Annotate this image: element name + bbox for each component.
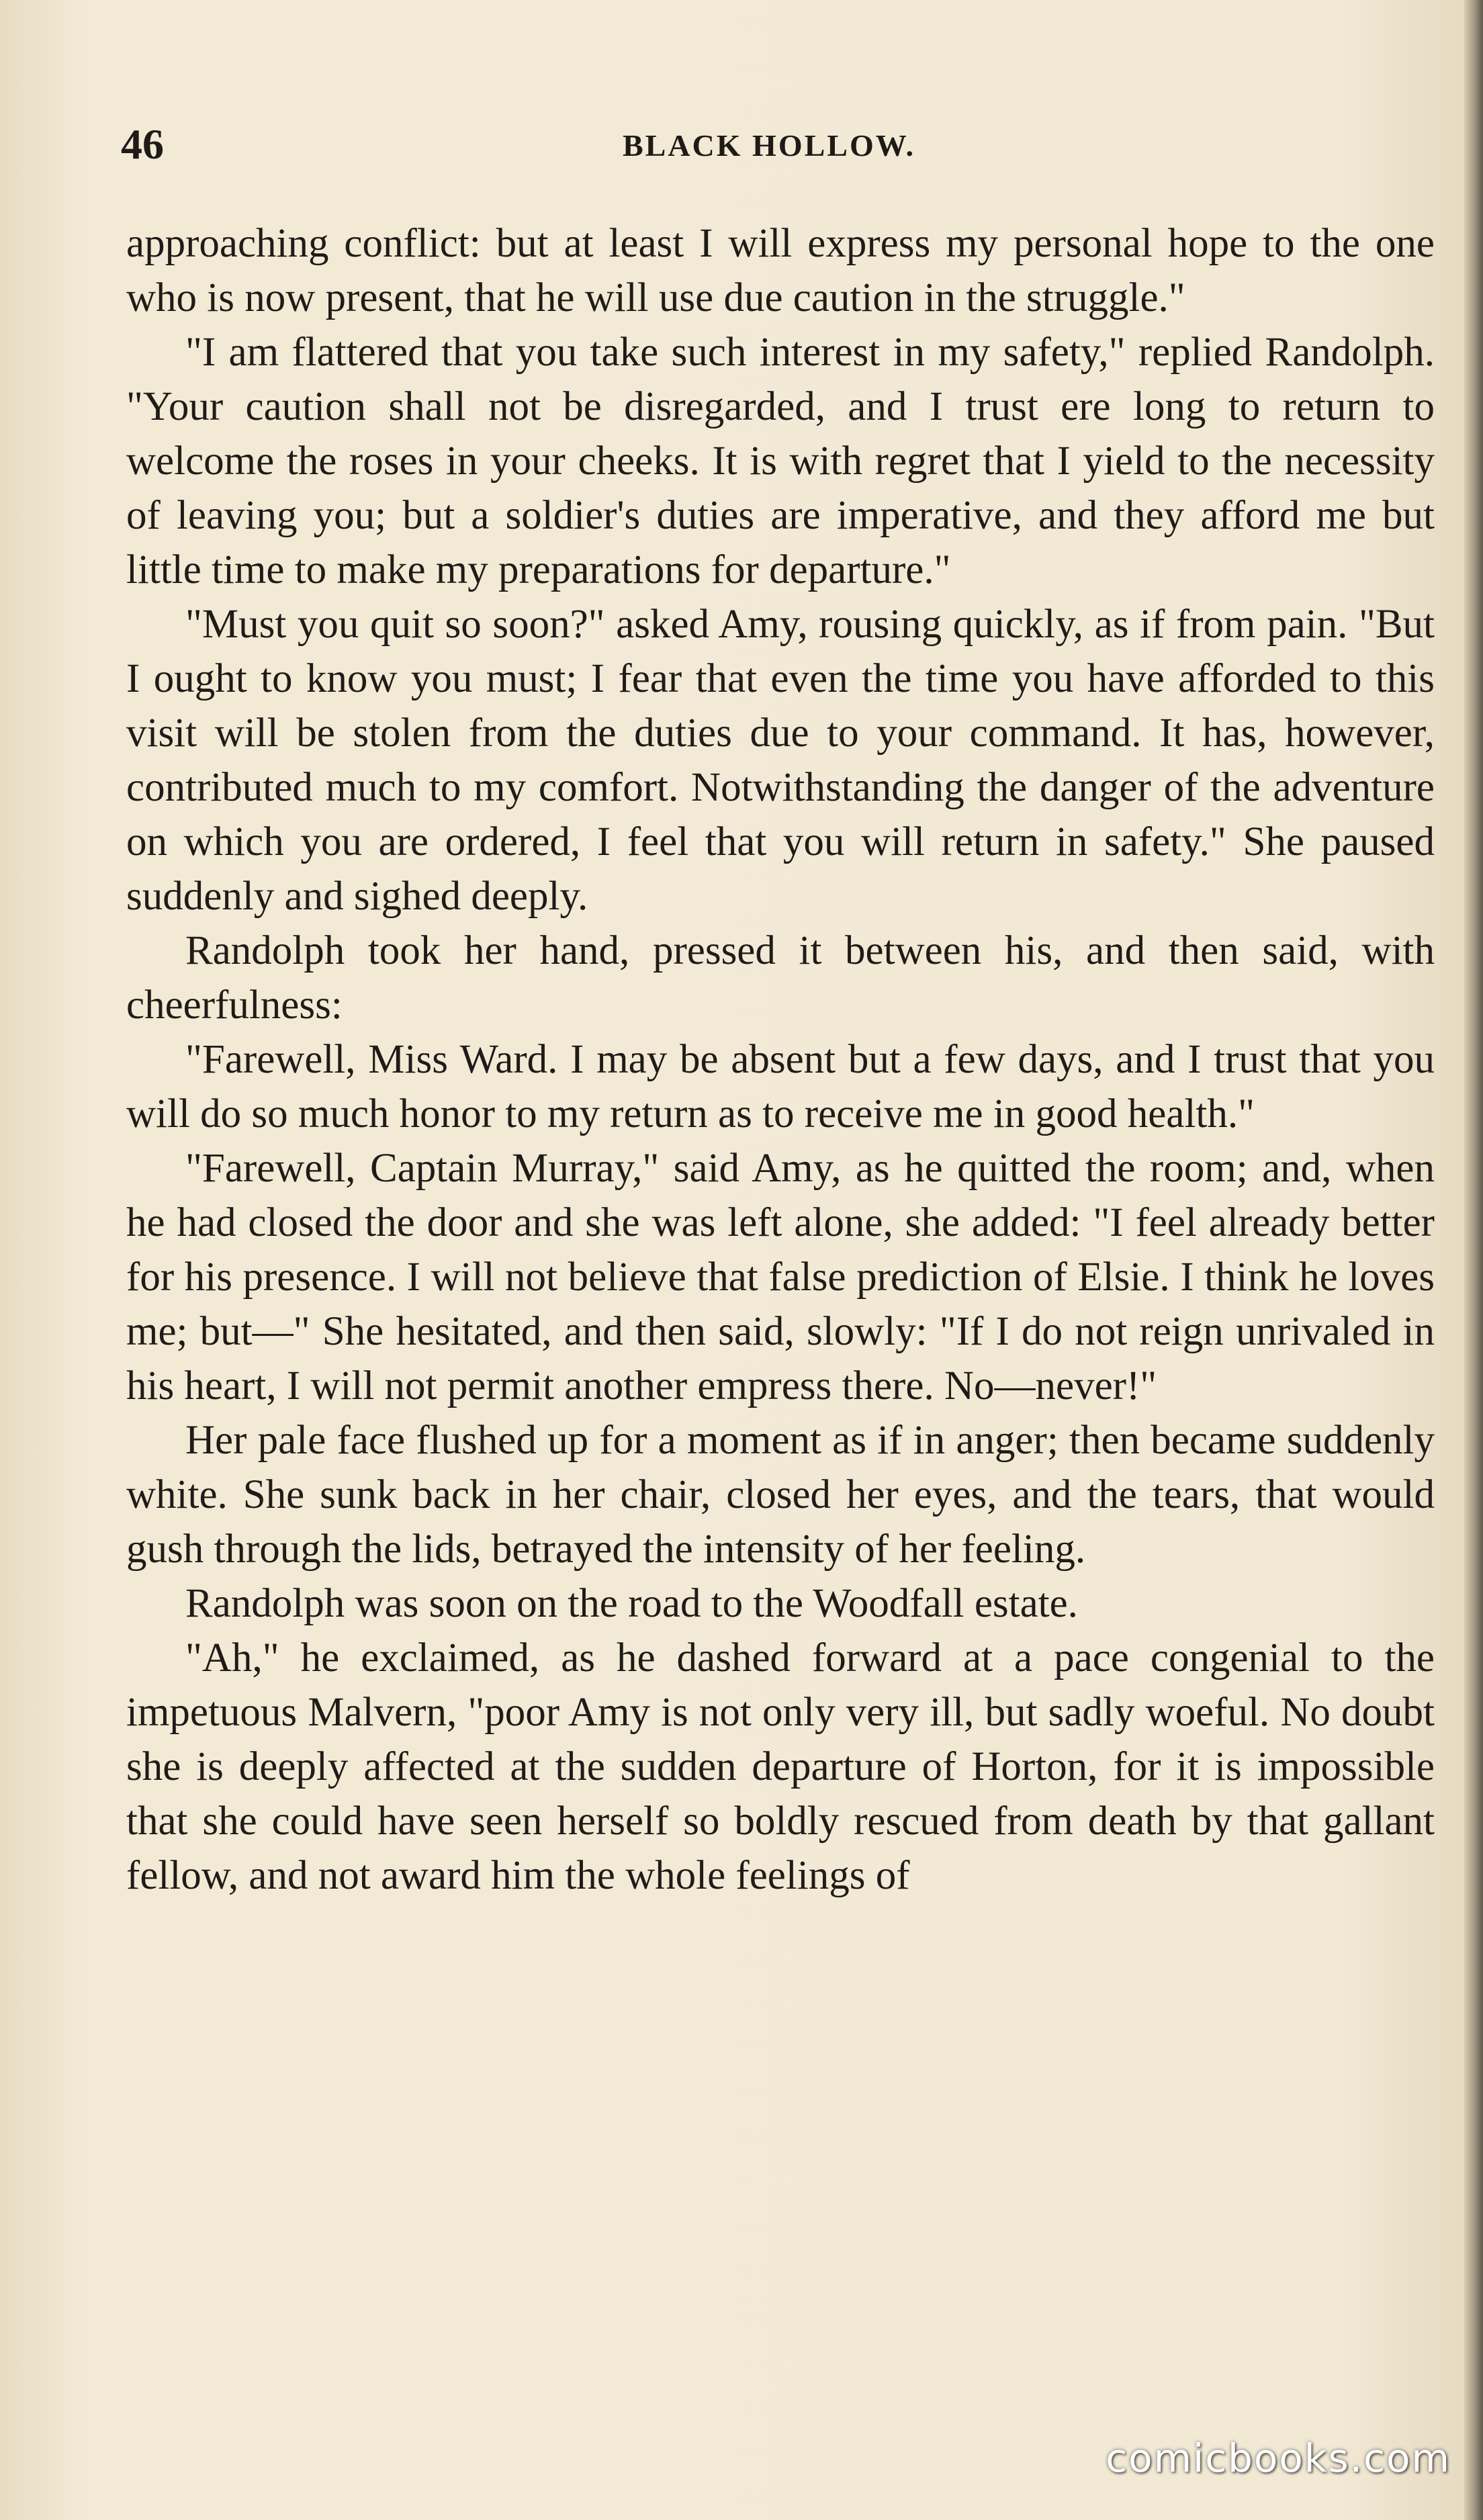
page-edge (1464, 0, 1483, 2520)
paragraph: "Farewell, Captain Murray," said Amy, as he quitted the room; and, when he had closed the door and she was left alone, she added: "I feel already better for his presence. I will not believe that false prediction of Elsie. I think he loves me; but—" She hesitated, and then said, slowly: "If I do not reign unrivaled in his heart, I will not permit another empress there. No—never!" (126, 1146, 1435, 1408)
paragraph: Her pale face flushed up for a moment as if in anger; then became suddenly white. She sunk back in her chair, closed her eyes, and the tears, that would gush through the lids, betrayed the intensity of her feeling. (126, 1418, 1435, 1572)
paragraph: "Farewell, Miss Ward. I may be absent but a few days, and I trust that you will do so much honor to my return as to receive me in good health." (126, 1037, 1435, 1136)
paragraph: approaching conflict: but at least I will express my personal hope to the one who is now present, that he will use due caution in the struggle." (126, 221, 1435, 320)
watermark: comicbooks.com (1106, 2435, 1451, 2481)
paragraph: "Must you quit so soon?" asked Amy, rousing quickly, as if from pain. "But I ought to know you must; I fear that even the time you have afforded to this visit will be stolen from the duties due to your command. It has, however, contributed much to my comfort. Notwithstanding the danger of the adventure on which you are ordered, I feel that you will return in safety." She paused suddenly and sighed deeply. (126, 602, 1435, 919)
paragraph: "Ah," he exclaimed, as he dashed forward at a pace congenial to the impetuous Malvern, "poor Amy is not only very ill, but sadly woeful. No doubt she is deeply affected at the sudden departure of Horton, for it is impossible that she could have seen herself so boldly rescued from death by that gallant fellow, and not award him the whole feelings of (126, 1635, 1435, 1898)
body-text (126, 216, 1435, 1903)
page-header (121, 120, 1417, 173)
paragraph: Randolph was soon on the road to the Woodfall estate. (185, 1581, 1078, 1626)
page-number: 46 (121, 120, 164, 168)
running-title: BLACK HOLLOW. (622, 128, 916, 163)
paragraph: Randolph took her hand, pressed it between his, and then said, with cheerfulness: (126, 928, 1435, 1028)
paragraph: "I am flattered that you take such interest in my safety," replied Randolph. "Your caution shall not be disregarded, and I trust ere long to return to welcome the roses in your cheeks. It is with regret that I yield to the necessity of leaving you; but a soldier's duties are imperative, and they afford me but little time to make my preparations for departure." (126, 330, 1435, 592)
